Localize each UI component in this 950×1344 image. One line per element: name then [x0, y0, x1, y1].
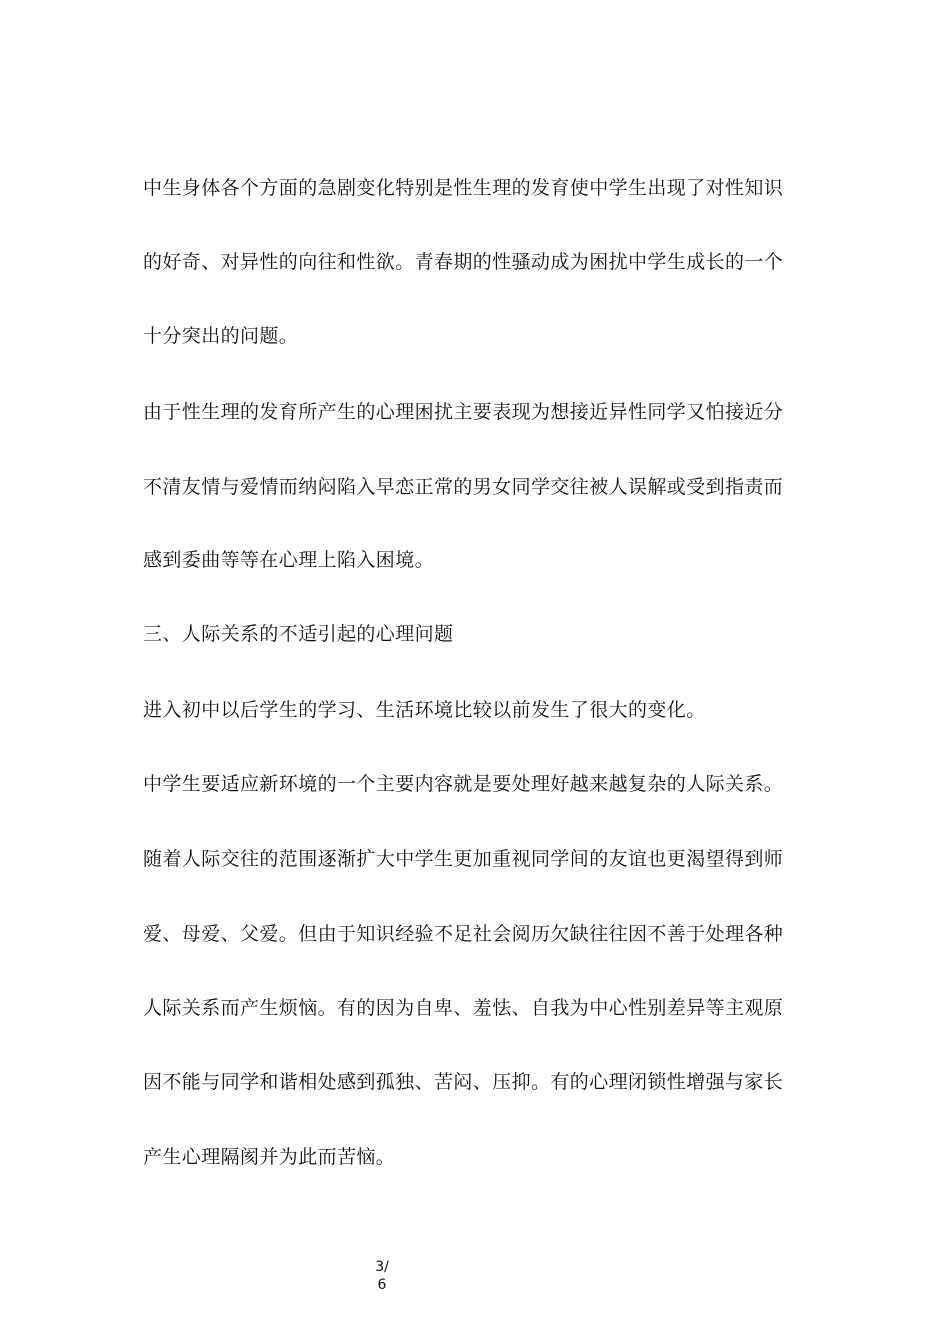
text-line-1: 中生身体各个方面的急剧变化特别是性生理的发育使中学生出现了对性知识: [143, 177, 784, 199]
text-line-9: 中学生要适应新环境的一个主要内容就是要处理好越来越复杂的人际关系。: [143, 773, 784, 795]
page-number: 3/ 6: [375, 1259, 389, 1293]
text-line-11: 爱、母爱、父爱。但由于知识经验不足社会阅历欠缺往往因不善于处理各种: [143, 923, 784, 945]
text-line-2: 的好奇、对异性的向往和性欲。青春期的性骚动成为困扰中学生成长的一个: [143, 251, 784, 273]
text-line-8: 进入初中以后学生的学习、生活环境比较以前发生了很大的变化。: [143, 699, 706, 721]
text-line-10: 随着人际交往的范围逐渐扩大中学生更加重视同学间的友谊也更渴望得到师: [143, 848, 784, 870]
text-line-14: 产生心理隔阂并为此而苦恼。: [143, 1146, 396, 1168]
text-line-4: 由于性生理的发育所产生的心理困扰主要表现为想接近异性同学又怕接近分: [143, 401, 784, 423]
text-line-13: 因不能与同学和谐相处感到孤独、苦闷、压抑。有的心理闭锁性增强与家长: [143, 1071, 784, 1093]
text-line-12: 人际关系而产生烦恼。有的因为自卑、羞怯、自我为中心性别差异等主观原: [143, 997, 784, 1019]
section-heading: 三、人际关系的不适引起的心理问题: [143, 623, 454, 645]
text-line-6: 感到委曲等等在心理上陷入困境。: [143, 549, 435, 571]
text-line-5: 不清友情与爱情而纳闷陷入早恋正常的男女同学交往被人误解或受到指责而: [143, 476, 784, 498]
text-line-3: 十分突出的问题。: [143, 325, 299, 347]
